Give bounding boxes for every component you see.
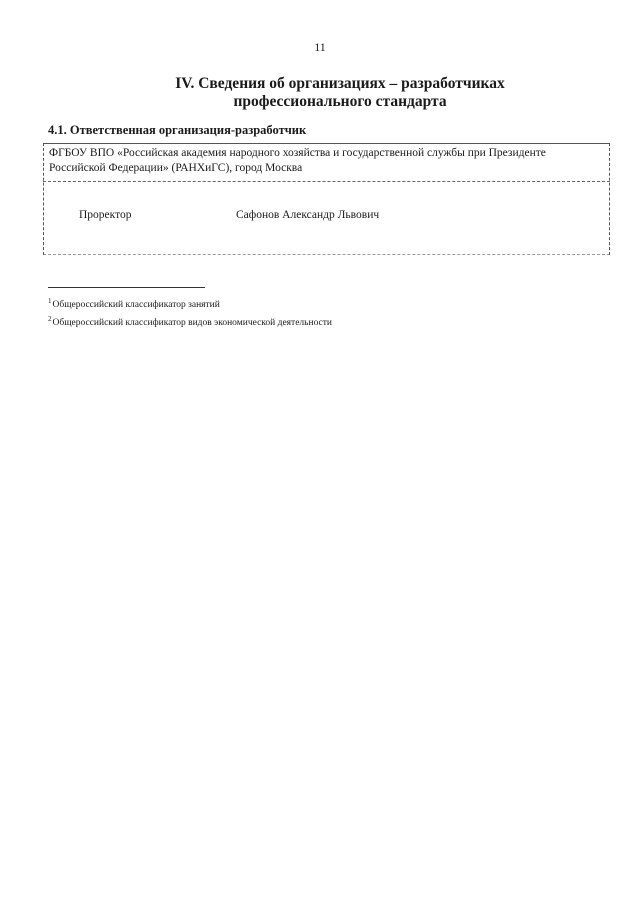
table-border-left <box>43 143 44 255</box>
organization-name <box>49 146 589 176</box>
footnotes <box>48 294 332 330</box>
responsible-org-table <box>43 143 610 255</box>
footnote-2-marker: 2 <box>48 315 52 323</box>
person-name: Сафонов Александр Львович <box>236 209 380 221</box>
section-title-line-2: профессионального стандарта <box>233 93 447 110</box>
section-title <box>80 75 600 111</box>
footnote-1 <box>48 294 332 312</box>
footnote-2 <box>48 312 332 330</box>
organization-name-line-2: Российской Федерации» (РАНХиГС), город Москва <box>49 162 303 174</box>
footnote-1-text: Общероссийский классификатор занятий <box>52 300 220 310</box>
organization-name-line-1: ФГБОУ ВПО «Российская академия народного хозяйства и государственной службы при Президенте <box>49 147 546 159</box>
table-border-bottom <box>43 254 610 255</box>
footnote-separator <box>48 287 205 288</box>
table-row-divider <box>43 181 610 182</box>
footnote-2-text: Общероссийский классификатор видов экономической деятельности <box>52 318 333 328</box>
table-border-right <box>609 143 610 255</box>
footnote-1-marker: 1 <box>48 297 52 305</box>
section-title-line-1: IV. Сведения об организациях – разработчиках <box>175 75 505 92</box>
subsection-title: 4.1. Ответственная организация-разработчик <box>48 123 307 137</box>
position-label: Проректор <box>79 209 132 221</box>
page-number: 11 <box>314 40 326 54</box>
table-border-top <box>43 143 610 144</box>
